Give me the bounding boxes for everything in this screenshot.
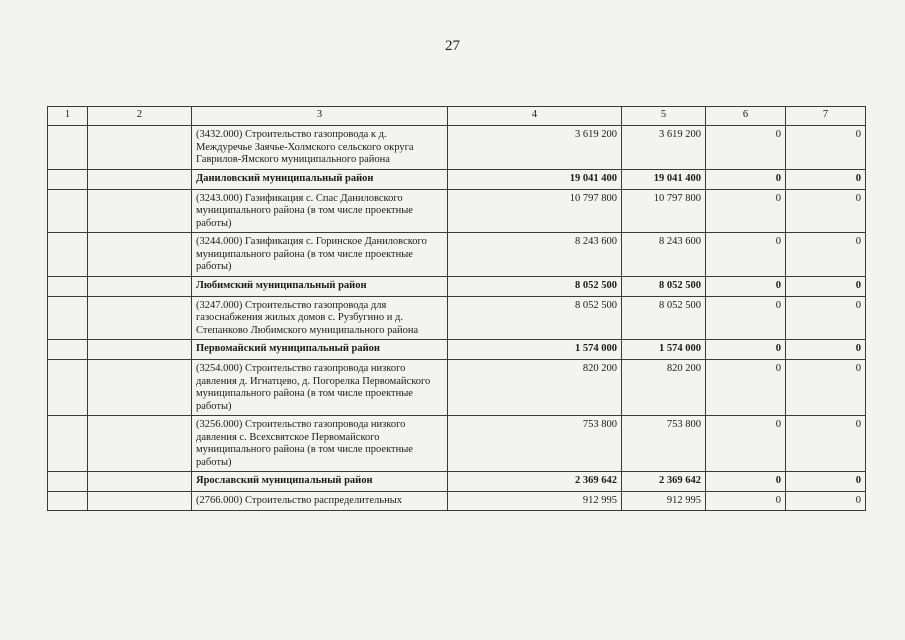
amount-col7: 0 (786, 296, 866, 340)
amount-col7: 0 (786, 472, 866, 492)
col1-cell (48, 233, 88, 277)
col1-cell (48, 492, 88, 511)
amount-col5: 1 574 000 (622, 340, 706, 360)
amount-col4: 3 619 200 (448, 126, 622, 170)
amount-col7: 0 (786, 340, 866, 360)
header-cell-6: 6 (706, 107, 786, 126)
amount-col5: 8 243 600 (622, 233, 706, 277)
amount-col7: 0 (786, 189, 866, 233)
project-row (48, 126, 866, 170)
table-body (48, 126, 866, 511)
project-name: (3247.000) Строительство газопровода для газоснабжения жилых домов с. Рузбугино и д. Степанково Любимского муниципального района (192, 296, 448, 340)
col1-cell (48, 340, 88, 360)
col2-cell (88, 416, 192, 472)
amount-col7: 0 (786, 276, 866, 296)
amount-col6: 0 (706, 340, 786, 360)
header-cell-2: 2 (88, 107, 192, 126)
amount-col5: 753 800 (622, 416, 706, 472)
col2-cell (88, 189, 192, 233)
district-name: Первомайский муниципальный район (192, 340, 448, 360)
page-number: 27 (445, 38, 460, 54)
project-name: (3254.000) Строительство газопровода низкого давления д. Игнатцево, д. Погорелка Первомайского муниципального района (в том числе проектные работы) (192, 360, 448, 416)
amount-col6: 0 (706, 492, 786, 511)
header-cell-4: 4 (448, 107, 622, 126)
project-row (48, 360, 866, 416)
amount-col4: 2 369 642 (448, 472, 622, 492)
amount-col5: 8 052 500 (622, 276, 706, 296)
header-cell-5: 5 (622, 107, 706, 126)
budget-table (47, 106, 866, 511)
amount-col4: 820 200 (448, 360, 622, 416)
amount-col6: 0 (706, 126, 786, 170)
col1-cell (48, 416, 88, 472)
amount-col7: 0 (786, 492, 866, 511)
amount-col6: 0 (706, 189, 786, 233)
table-header (48, 107, 866, 126)
amount-col7: 0 (786, 360, 866, 416)
project-row (48, 233, 866, 277)
amount-col6: 0 (706, 169, 786, 189)
amount-col6: 0 (706, 416, 786, 472)
col1-cell (48, 276, 88, 296)
col2-cell (88, 340, 192, 360)
amount-col6: 0 (706, 472, 786, 492)
amount-col6: 0 (706, 233, 786, 277)
col2-cell (88, 126, 192, 170)
col2-cell (88, 276, 192, 296)
col1-cell (48, 169, 88, 189)
amount-col7: 0 (786, 233, 866, 277)
col1-cell (48, 360, 88, 416)
col1-cell (48, 189, 88, 233)
amount-col6: 0 (706, 360, 786, 416)
col2-cell (88, 492, 192, 511)
district-name: Ярославский муниципальный район (192, 472, 448, 492)
header-row (48, 107, 866, 126)
project-name: (3243.000) Газификация с. Спас Даниловского муниципального района (в том числе проектные работы) (192, 189, 448, 233)
amount-col4: 10 797 800 (448, 189, 622, 233)
amount-col4: 912 995 (448, 492, 622, 511)
amount-col5: 912 995 (622, 492, 706, 511)
district-name: Даниловский муниципальный район (192, 169, 448, 189)
project-row (48, 189, 866, 233)
amount-col6: 0 (706, 276, 786, 296)
amount-col5: 2 369 642 (622, 472, 706, 492)
project-row (48, 416, 866, 472)
project-name: (3432.000) Строительство газопровода к д. Междуречье Заячье-Холмского сельского округа Гаврилов-Ямского муниципального района (192, 126, 448, 170)
district-row (48, 340, 866, 360)
header-cell-3: 3 (192, 107, 448, 126)
district-row (48, 472, 866, 492)
project-name: (2766.000) Строительство распределительных (192, 492, 448, 511)
header-cell-1: 1 (48, 107, 88, 126)
col2-cell (88, 360, 192, 416)
amount-col4: 753 800 (448, 416, 622, 472)
project-name: (3256.000) Строительство газопровода низкого давления с. Всехсвятское Первомайского муниципального района (в том числе проектные работы) (192, 416, 448, 472)
col1-cell (48, 126, 88, 170)
project-row (48, 492, 866, 511)
project-row (48, 296, 866, 340)
header-cell-7: 7 (786, 107, 866, 126)
amount-col4: 8 052 500 (448, 276, 622, 296)
amount-col5: 3 619 200 (622, 126, 706, 170)
col1-cell (48, 296, 88, 340)
amount-col7: 0 (786, 169, 866, 189)
district-row (48, 276, 866, 296)
col2-cell (88, 169, 192, 189)
col2-cell (88, 233, 192, 277)
amount-col5: 19 041 400 (622, 169, 706, 189)
amount-col4: 8 052 500 (448, 296, 622, 340)
amount-col5: 10 797 800 (622, 189, 706, 233)
amount-col7: 0 (786, 416, 866, 472)
col1-cell (48, 472, 88, 492)
col2-cell (88, 296, 192, 340)
col2-cell (88, 472, 192, 492)
district-name: Любимский муниципальный район (192, 276, 448, 296)
amount-col4: 8 243 600 (448, 233, 622, 277)
amount-col4: 1 574 000 (448, 340, 622, 360)
amount-col5: 820 200 (622, 360, 706, 416)
amount-col6: 0 (706, 296, 786, 340)
project-name: (3244.000) Газификация с. Горинское Даниловского муниципального района (в том числе проектные работы) (192, 233, 448, 277)
amount-col4: 19 041 400 (448, 169, 622, 189)
district-row (48, 169, 866, 189)
amount-col7: 0 (786, 126, 866, 170)
amount-col5: 8 052 500 (622, 296, 706, 340)
